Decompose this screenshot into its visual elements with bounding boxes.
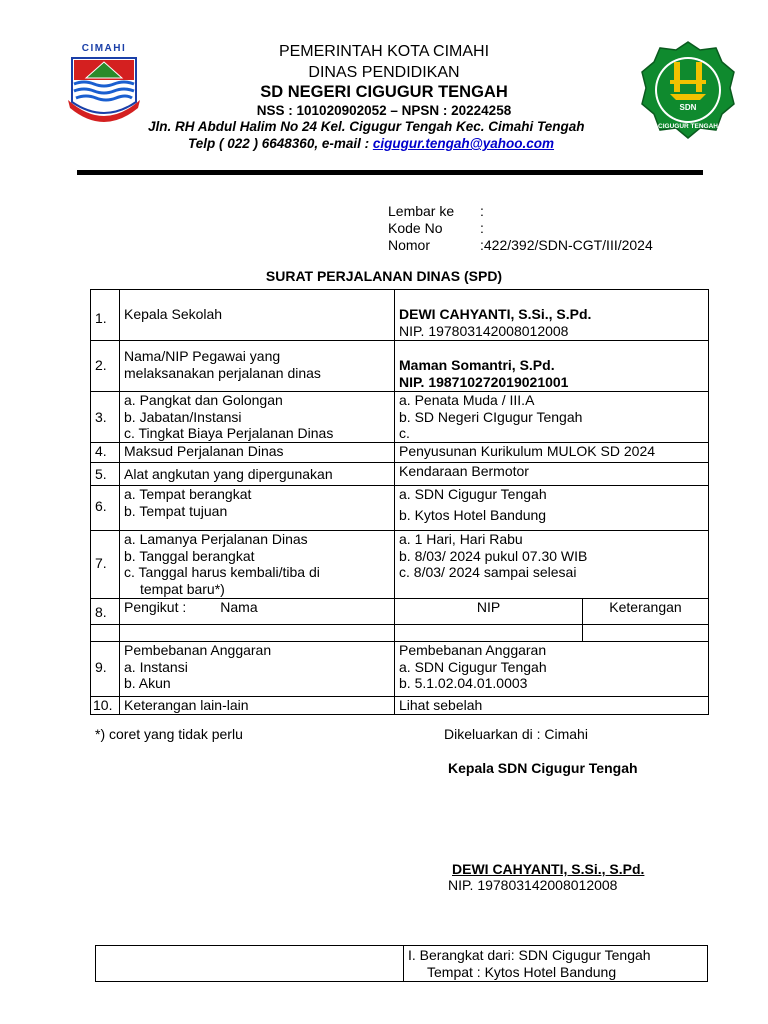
row-label — [120, 599, 395, 625]
row-label — [120, 531, 395, 599]
row-label — [120, 486, 395, 531]
head-nip: NIP. 197803142008012008 — [399, 322, 569, 339]
follower-label: Pengikut : — [124, 599, 187, 615]
value-line: c. — [399, 425, 410, 441]
empty-cell — [91, 625, 120, 642]
table-row — [96, 946, 708, 982]
name-header: Nama — [220, 599, 258, 615]
meta-nomor — [388, 237, 653, 253]
label-line: Nama/NIP Pegawai yang — [124, 348, 281, 364]
value-line: b. Kytos Hotel Bandung — [399, 506, 547, 523]
label-line: b. Akun — [124, 675, 171, 691]
label-line: a. Tempat berangkat — [124, 486, 252, 502]
value-line: b. SD Negeri CIgugur Tengah — [399, 408, 583, 425]
label-line: c. Tanggal harus kembali/tiba di — [124, 564, 320, 580]
departure-from: I. Berangkat dari: SDN Cigugur Tengah — [408, 947, 651, 963]
row-label: Alat angkutan yang dipergunakan — [120, 463, 395, 486]
nip-header: NIP — [395, 599, 583, 625]
signer-nip: NIP. 197803142008012008 — [448, 877, 618, 893]
row-number: 3. — [91, 392, 120, 443]
row-label: Kepala Sekolah — [120, 290, 395, 341]
signer-position: Kepala SDN Cigugur Tengah — [448, 760, 638, 776]
row-value — [395, 341, 709, 392]
table-row — [91, 697, 709, 715]
table-row — [91, 463, 709, 486]
table-row — [91, 392, 709, 443]
row-number: 6. — [91, 486, 120, 531]
row-value — [395, 290, 709, 341]
empty-cell — [120, 625, 395, 642]
lembar-value: : — [480, 203, 484, 219]
spd-table — [90, 289, 709, 715]
label-line: c. Tingkat Biaya Perjalanan Dinas — [124, 425, 334, 441]
keterangan-header: Keterangan — [583, 599, 709, 625]
email-link[interactable]: cigugur.tengah@yahoo.com — [372, 136, 555, 151]
row-label: Keterangan lain-lain — [120, 697, 395, 715]
row-value — [395, 531, 709, 599]
table-row — [91, 625, 709, 642]
empty-cell — [583, 625, 709, 642]
issued-at: Dikeluarkan di : Cimahi — [444, 726, 588, 742]
nomor-value: :422/392/SDN-CGT/III/2024 — [480, 237, 653, 253]
header-nss-npsn: NSS : 101020902052 – NPSN : 20224258 — [256, 103, 512, 118]
table-row — [91, 341, 709, 392]
meta-lembar — [388, 203, 484, 219]
table-row — [91, 443, 709, 463]
departure-table — [95, 945, 708, 982]
row-label — [120, 392, 395, 443]
table-row — [91, 599, 709, 625]
table-row — [91, 531, 709, 599]
value-line: b. 8/03/ 2024 pukul 07.30 WIB — [399, 547, 588, 564]
row-number: 4. — [91, 443, 120, 463]
row-number: 2. — [91, 341, 120, 392]
label-line: b. Tempat tujuan — [124, 502, 228, 519]
empty-cell — [395, 625, 583, 642]
row-label — [120, 642, 395, 697]
row-number: 10. — [91, 697, 120, 715]
departure-place: Tempat : Kytos Hotel Bandung — [427, 963, 617, 980]
value-line: a. SDN Cigugur Tengah — [399, 658, 547, 675]
row-value — [395, 486, 709, 531]
label-line: melaksanakan perjalanan dinas — [124, 364, 321, 381]
table-row — [91, 290, 709, 341]
header-government: PEMERINTAH KOTA CIMAHI — [278, 43, 490, 60]
row-number: 7. — [91, 531, 120, 599]
value-line: a. 1 Hari, Hari Rabu — [399, 531, 523, 547]
header-contact — [188, 136, 554, 151]
kode-value: : — [480, 220, 484, 236]
header-department: DINAS PENDIDIKAN — [308, 64, 460, 81]
value-line: a. SDN Cigugur Tengah — [399, 486, 547, 502]
header-school-name: SD NEGERI CIGUGUR TENGAH — [260, 83, 508, 101]
row-number: 1. — [91, 290, 120, 341]
row-value: Penyusunan Kurikulum MULOK SD 2024 — [395, 443, 709, 463]
row-number: 5. — [91, 463, 120, 486]
phone-label: Telp ( 022 ) 6648360, e-mail : — [188, 136, 373, 151]
footnote: *) coret yang tidak perlu — [95, 726, 243, 742]
value-line: b. 5.1.02.04.01.0003 — [399, 675, 528, 691]
meta-kode — [388, 220, 484, 236]
logo-left-text: CIMAHI — [81, 43, 127, 54]
label-line: b. Jabatan/Instansi — [124, 408, 242, 425]
departure-cell — [404, 946, 708, 982]
row-label — [120, 341, 395, 392]
row-value: Lihat sebelah — [395, 697, 709, 715]
value-line: c. 8/03/ 2024 sampai selesai — [399, 564, 577, 580]
value-line: a. Penata Muda / III.A — [399, 392, 535, 408]
row-value — [395, 642, 709, 697]
employee-name: Maman Somantri, S.Pd. — [399, 357, 555, 373]
header-address: Jln. RH Abdul Halim No 24 Kel. Cigugur Tengah Kec. Cimahi Tengah — [148, 119, 585, 134]
empty-cell — [96, 946, 404, 982]
signer-name: DEWI CAHYANTI, S.Si., S.Pd. — [452, 861, 645, 877]
label-line: b. Tanggal berangkat — [124, 547, 255, 564]
row-number: 8. — [91, 599, 120, 625]
table-row — [91, 642, 709, 697]
head-name: DEWI CAHYANTI, S.Si., S.Pd. — [399, 306, 592, 322]
document-title: SURAT PERJALANAN DINAS (SPD) — [265, 268, 503, 284]
label-line: tempat baru*) — [140, 580, 225, 597]
label-line: a. Instansi — [124, 658, 188, 675]
value-line: Pembebanan Anggaran — [399, 642, 547, 658]
row-label: Maksud Perjalanan Dinas — [120, 443, 395, 463]
nomor-label: Nomor — [388, 237, 431, 253]
row-value — [395, 392, 709, 443]
logo-right-text1: SDN — [679, 103, 697, 112]
row-number: 9. — [91, 642, 120, 697]
label-line: a. Lamanya Perjalanan Dinas — [124, 531, 308, 547]
kode-label: Kode No — [388, 220, 443, 236]
logo-right-text2: CIGUGUR TENGAH — [658, 123, 718, 130]
employee-nip: NIP. 198710272019021001 — [399, 373, 569, 390]
table-row — [91, 486, 709, 531]
label-line: a. Pangkat dan Golongan — [124, 392, 283, 408]
lembar-label: Lembar ke — [388, 203, 455, 219]
row-value: Kendaraan Bermotor — [395, 463, 709, 486]
header-rule — [77, 170, 703, 175]
label-line: Pembebanan Anggaran — [124, 642, 272, 658]
